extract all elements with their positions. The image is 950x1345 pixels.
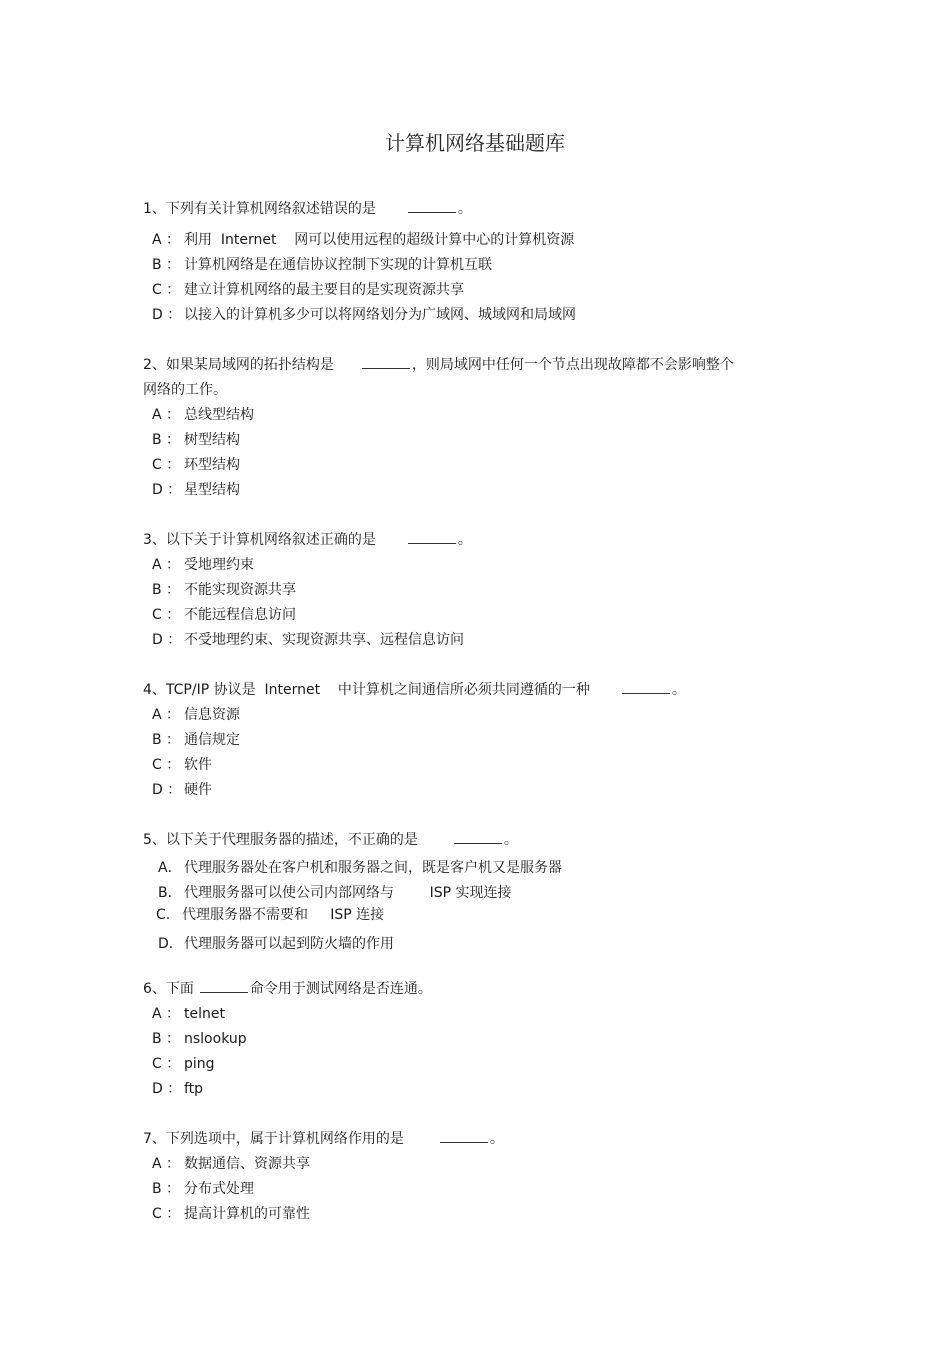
- question-stem: [143, 197, 783, 222]
- option-text: 代理服务器不需要和 ISP 连接: [182, 907, 385, 923]
- option-letter: C ：: [152, 607, 181, 623]
- stem-text: 。: [457, 201, 472, 217]
- stem-text: 1、下列有关计算机网络叙述错误的是: [143, 201, 376, 217]
- option-text: 代理服务器可以起到防火墙的作用: [184, 936, 394, 952]
- stem-text: 5、以下关于代理服务器的描述，不正确的是: [143, 832, 418, 848]
- answer-blank: [200, 979, 248, 993]
- option-d: [152, 1077, 783, 1102]
- option-d: [158, 932, 783, 957]
- option-text: 不能远程信息访问: [184, 607, 296, 623]
- question-3: [143, 528, 783, 653]
- option-text: 树型结构: [184, 432, 240, 448]
- option-a: [152, 553, 783, 578]
- option-b: [152, 253, 783, 278]
- stem-text: 2、如果某局域网的拓扑结构是: [143, 357, 334, 373]
- stem-text: 6、下面: [143, 981, 194, 997]
- option-text: 代理服务器处在客户机和服务器之间，既是客户机又是服务器: [184, 860, 562, 876]
- option-text: 不受地理约束、实现资源共享、远程信息访问: [184, 632, 464, 648]
- option-text: 总线型结构: [184, 407, 254, 423]
- option-text: 以接入的计算机多少可以将网络划分为广域网、城域网和局域网: [184, 307, 576, 323]
- option-text: 软件: [184, 757, 212, 773]
- stem-text: 。: [503, 832, 518, 848]
- option-letter: D ：: [152, 1081, 182, 1097]
- option-a: [152, 403, 783, 428]
- option-letter: C ：: [152, 457, 181, 473]
- option-b: [152, 1177, 783, 1202]
- option-a: [152, 228, 783, 253]
- option-text: 代理服务器可以使公司内部网络与 ISP 实现连接: [184, 885, 512, 901]
- question-stem: [143, 678, 783, 703]
- option-text: 建立计算机网络的最主要目的是实现资源共享: [184, 282, 464, 298]
- stem-text: 3、以下关于计算机网络叙述正确的是: [143, 532, 376, 548]
- option-text: nslookup: [184, 1031, 247, 1047]
- option-text: 环型结构: [184, 457, 240, 473]
- option-letter: A．: [158, 860, 182, 876]
- question-6: [143, 977, 783, 1102]
- question-2: [143, 353, 783, 503]
- stem-text: 。: [671, 682, 686, 698]
- option-b: [152, 728, 783, 753]
- option-text: 星型结构: [184, 482, 240, 498]
- option-letter: B．: [158, 885, 182, 901]
- option-c: [156, 904, 783, 926]
- option-letter: C ：: [152, 1206, 181, 1222]
- option-letter: B ：: [152, 432, 181, 448]
- option-a: [152, 703, 783, 728]
- option-d: [152, 778, 783, 803]
- option-b: [152, 1027, 783, 1052]
- option-letter: C.: [156, 907, 171, 923]
- option-letter: D ：: [152, 632, 182, 648]
- stem-text: ，则局域网中任何一个节点出现故障都不会影响整个: [411, 357, 734, 373]
- option-letter: B ：: [152, 582, 181, 598]
- option-a: [152, 1152, 783, 1177]
- option-text: 计算机网络是在通信协议控制下实现的计算机互联: [184, 257, 492, 273]
- option-b: [152, 578, 783, 603]
- question-7: [143, 1127, 783, 1227]
- stem-text: 。: [457, 532, 472, 548]
- option-letter: A ：: [152, 557, 181, 573]
- question-stem: [143, 828, 783, 853]
- option-c: [152, 1202, 783, 1227]
- answer-blank: [408, 530, 456, 544]
- option-letter: B ：: [152, 732, 181, 748]
- option-text: 提高计算机的可靠性: [184, 1206, 310, 1222]
- option-text: telnet: [184, 1006, 225, 1022]
- option-a: [158, 855, 783, 882]
- option-letter: C ：: [152, 757, 181, 773]
- option-letter: B ：: [152, 1031, 181, 1047]
- option-b: [158, 882, 783, 904]
- option-text: 不能实现资源共享: [184, 582, 296, 598]
- question-stem: [143, 528, 783, 553]
- question-stem-continued: 网络的工作。: [143, 382, 227, 398]
- question-5: [143, 828, 783, 957]
- option-letter: D ：: [152, 482, 182, 498]
- question-stem: [143, 353, 783, 378]
- option-d: [152, 303, 783, 328]
- question-stem: [143, 977, 783, 1002]
- option-letter: D ：: [152, 782, 182, 798]
- option-letter: A ：: [152, 407, 181, 423]
- option-text: 通信规定: [184, 732, 240, 748]
- option-text: 受地理约束: [184, 557, 254, 573]
- answer-blank: [440, 1129, 488, 1143]
- question-stem: [143, 1127, 783, 1152]
- question-1: [143, 197, 783, 328]
- option-letter: B ：: [152, 1181, 181, 1197]
- option-letter: C ：: [152, 282, 181, 298]
- answer-blank: [408, 199, 456, 213]
- option-c: [152, 753, 783, 778]
- question-4: [143, 678, 783, 803]
- option-d: [152, 478, 783, 503]
- option-letter: A ：: [152, 707, 181, 723]
- option-letter: A ：: [152, 1006, 181, 1022]
- option-c: [152, 453, 783, 478]
- option-letter: C ：: [152, 1056, 181, 1072]
- option-letter: B ：: [152, 257, 181, 273]
- answer-blank: [362, 355, 410, 369]
- option-text: 分布式处理: [184, 1181, 254, 1197]
- option-c: [152, 603, 783, 628]
- stem-text: 。: [489, 1131, 504, 1147]
- answer-blank: [454, 830, 502, 844]
- stem-text: 命令用于测试网络是否连通。: [249, 981, 432, 997]
- option-a: [152, 1002, 783, 1027]
- option-letter: D．: [158, 936, 183, 952]
- option-text: 数据通信、资源共享: [184, 1156, 310, 1172]
- answer-blank: [622, 680, 670, 694]
- stem-text: 4、TCP/IP 协议是 Internet 中计算机之间通信所必须共同遵循的一种: [143, 682, 590, 698]
- option-letter: A ：: [152, 232, 181, 248]
- option-c: [152, 278, 783, 303]
- option-letter: D ：: [152, 307, 182, 323]
- option-text: ftp: [184, 1081, 204, 1097]
- option-text: 信息资源: [184, 707, 240, 723]
- option-c: [152, 1052, 783, 1077]
- option-d: [152, 628, 783, 653]
- option-letter: A ：: [152, 1156, 181, 1172]
- option-text: 利用 Internet 网可以使用远程的超级计算中心的计算机资源: [184, 232, 575, 248]
- stem-text: 7、下列选项中，属于计算机网络作用的是: [143, 1131, 404, 1147]
- option-b: [152, 428, 783, 453]
- option-text: ping: [184, 1056, 215, 1072]
- option-text: 硬件: [184, 782, 212, 798]
- document-title: 计算机网络基础题库: [385, 131, 565, 155]
